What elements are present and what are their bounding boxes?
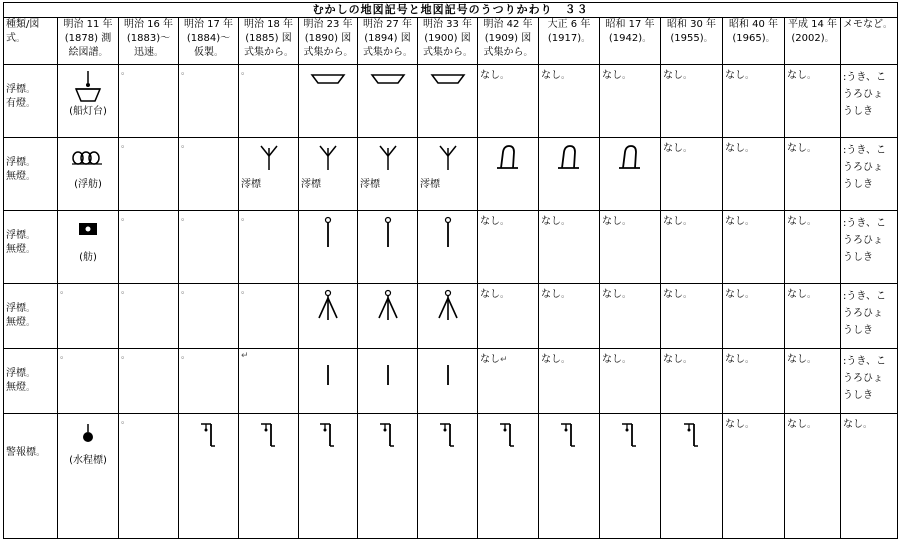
arch-buoy-icon (480, 142, 536, 178)
memo-cell: :うき、こ うろひょ うしき (841, 138, 898, 211)
header-memo: メモなど。 (841, 18, 898, 65)
bar-marker-icon (420, 353, 475, 389)
table-row: 浮標。 無燈。 (浮舫) 。 。 澪標 澪標 澪標 澪標 なし。 なし。 なし。 :うき、こ うろひょ うしき (4, 138, 898, 211)
header-type: 種類/図 式。 (4, 18, 58, 65)
table-title: むかしの地図記号と地図記号のうつりかわり ３３ (4, 3, 898, 18)
header-t6: 大正 6 年 (1917)。 (539, 18, 600, 65)
fork-marker-icon (241, 142, 296, 178)
map-symbol-table (3, 2, 898, 539)
signal-post-icon (663, 418, 720, 454)
trapezoid-buoy-icon (420, 69, 475, 105)
header-m33: 明治 33 年 (1900) 図 式集から。 (418, 18, 478, 65)
tripod-marker-icon (420, 288, 475, 324)
header-m11: 明治 11 年 (1878) 測 絵図譜。 (58, 18, 119, 65)
memo-cell: :うき、こ うろひょ うしき (841, 284, 898, 349)
fork-marker-icon (301, 142, 355, 178)
pin-marker-icon (360, 215, 415, 251)
header-s30: 昭和 30 年 (1955)。 (661, 18, 723, 65)
memo-cell: :うき、こ うろひょ うしき (841, 349, 898, 414)
type-cell: 警報標。 (4, 414, 58, 539)
table-row: 浮標。 無燈。 (舫) 。 。 。 なし。 なし。 なし。 なし。 なし。 なし。 :うき、こ うろひょ うしき (4, 211, 898, 284)
header-m16: 明治 16 年 (1883)～ 迅速。 (119, 18, 179, 65)
tripod-marker-icon (360, 288, 415, 324)
type-cell: 浮標。 無燈。 (4, 138, 58, 211)
table-row: 浮標。 有燈。 (船灯台) 。 。 。 なし。 なし。 なし。 なし。 なし。 なし。 :うき、こ うろひょ うしき (4, 65, 898, 138)
type-cell: 浮標。 無燈。 (4, 211, 58, 284)
header-m18: 明治 18 年 (1885) 図 式集から。 (239, 18, 299, 65)
memo-cell: :うき、こ うろひょ うしき (841, 65, 898, 138)
header-m27: 明治 27 年 (1894) 図 式集から。 (358, 18, 418, 65)
coil-buoy-icon (60, 142, 116, 178)
header-m17: 明治 17 年 (1884)～ 仮製。 (179, 18, 239, 65)
signal-post-icon (602, 418, 658, 454)
black-box-buoy-icon (60, 215, 116, 251)
trapezoid-buoy-icon (301, 69, 355, 105)
signal-post-icon (541, 418, 597, 454)
header-h14: 平成 14 年 (2002)。 (785, 18, 841, 65)
arch-buoy-icon (602, 142, 658, 178)
bar-marker-icon (360, 353, 415, 389)
type-cell: 浮標。 無燈。 (4, 349, 58, 414)
table-row: 浮標。 無燈。 。 。 。 ↵ なし↵ なし。 なし。 なし。 なし。 なし。 :うき、こ うろひょ うしき (4, 349, 898, 414)
symbol-cell: (浮舫) (58, 138, 119, 211)
warning-marker-icon (60, 418, 116, 454)
header-row (4, 18, 898, 65)
symbol-cell: (船灯台) (58, 65, 119, 138)
signal-post-icon (360, 418, 415, 454)
memo-cell: :うき、こ うろひょ うしき (841, 211, 898, 284)
header-s17: 昭和 17 年 (1942)。 (600, 18, 661, 65)
signal-post-icon (301, 418, 355, 454)
symbol-cell: (舫) (58, 211, 119, 284)
header-m42: 明治 42 年 (1909) 図 式集から。 (478, 18, 539, 65)
bar-marker-icon (301, 353, 355, 389)
table-row: 警報標。 (水程標) 。 なし。 なし。 なし。 (4, 414, 898, 539)
fork-marker-icon (420, 142, 475, 178)
signal-post-icon (241, 418, 296, 454)
lighthouse-buoy-icon (60, 69, 116, 105)
trapezoid-buoy-icon (360, 69, 415, 105)
type-cell: 浮標。 無燈。 (4, 284, 58, 349)
signal-post-icon (480, 418, 536, 454)
fork-marker-icon (360, 142, 415, 178)
header-m23: 明治 23 年 (1890) 図 式集から。 (299, 18, 358, 65)
symbol-cell: (水程標) (58, 414, 119, 539)
header-s40: 昭和 40 年 (1965)。 (723, 18, 785, 65)
table-row: 浮標。 無燈。 。 。 。 。 なし。 なし。 なし。 なし。 なし。 なし。 :うき、こ うろひょ うしき (4, 284, 898, 349)
pin-marker-icon (301, 215, 355, 251)
tripod-marker-icon (301, 288, 355, 324)
signal-post-icon (420, 418, 475, 454)
signal-post-icon (181, 418, 236, 454)
type-cell: 浮標。 有燈。 (4, 65, 58, 138)
pin-marker-icon (420, 215, 475, 251)
arch-buoy-icon (541, 142, 597, 178)
